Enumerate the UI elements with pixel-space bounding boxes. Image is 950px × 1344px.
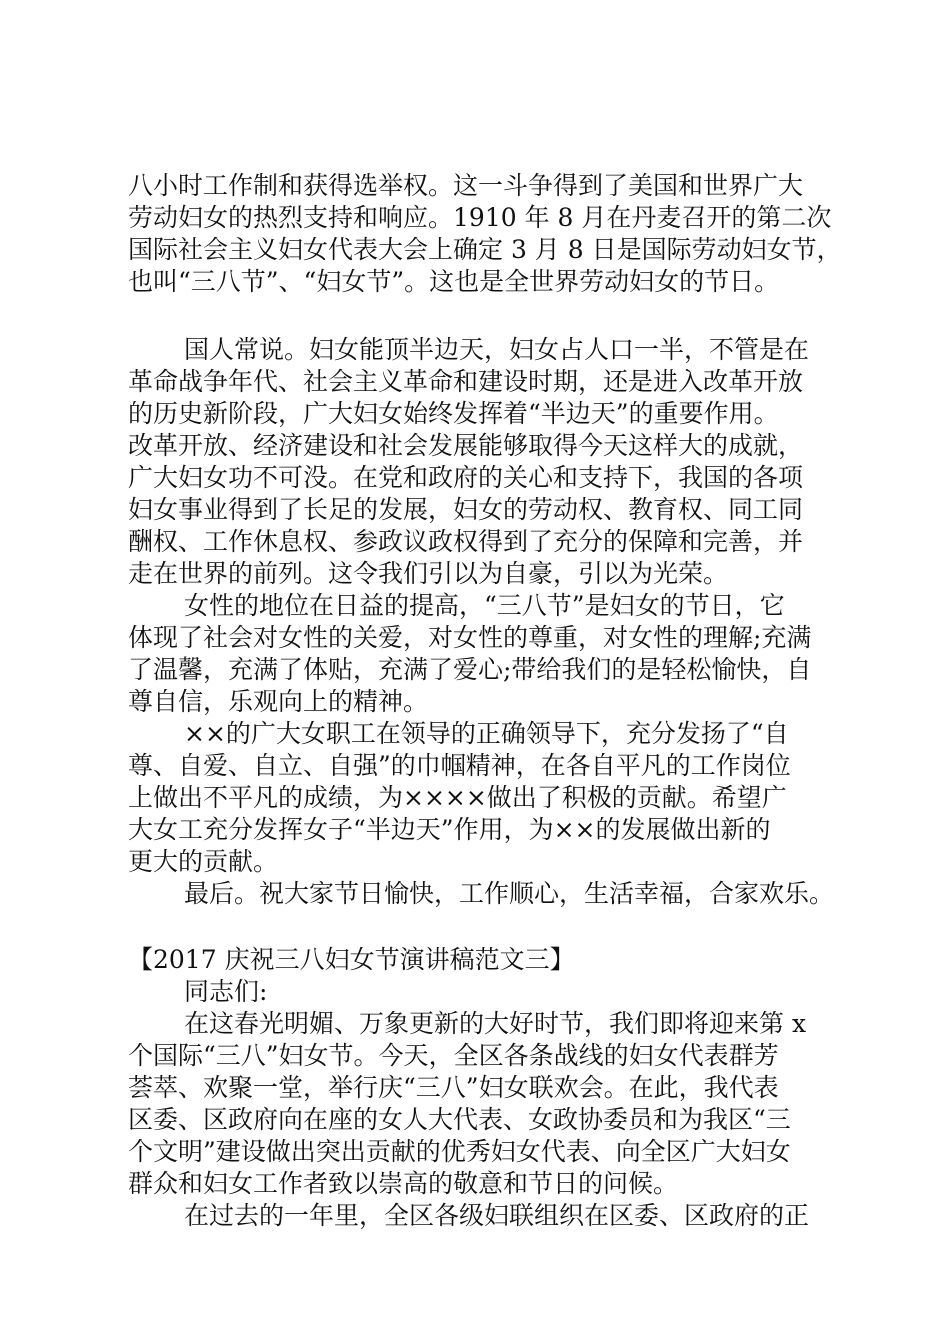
text-line: 革命战争年代、社会主义革命和建设时期，还是进入改革开放 — [128, 367, 804, 396]
text-line: 更大的贡献。 — [128, 847, 279, 876]
text-line: 个文明”建设做出突出贡献的优秀妇女代表、向全区广大妇女 — [128, 1137, 791, 1166]
paragraph-female-staff — [128, 718, 848, 878]
text-line: 个国际“三八”妇女节。今天，全区各条战线的妇女代表群芳 — [128, 1041, 779, 1070]
text-line: 最后。祝大家节日愉快，工作顺心，生活幸福，合家欢乐。 — [184, 879, 835, 908]
text-line: 妇女事业得到了长足的发展，妇女的劳动权、教育权、同工同 — [128, 495, 804, 524]
text-line: 了温馨，充满了体贴，充满了爱心;带给我们的是轻松愉快，自 — [128, 655, 812, 684]
paragraph-past-year — [128, 1200, 848, 1232]
text-line: 群众和妇女工作者致以崇高的敬意和节日的问候。 — [128, 1169, 679, 1198]
text-line: 尊、自爱、自立、自强”的巾帼精神，在各自平凡的工作岗位 — [128, 751, 791, 780]
paragraph-women-status — [128, 590, 848, 718]
document-body — [128, 170, 848, 1232]
text-line: 在过去的一年里，全区各级妇联组织在区委、区政府的正 — [184, 1201, 810, 1230]
text-line: 体现了社会对女性的关爱，对女性的尊重，对女性的理解;充满 — [128, 623, 812, 652]
section-heading: 【2017 庆祝三八妇女节演讲稿范文三】 — [128, 945, 575, 974]
text-line: 改革开放、经济建设和社会发展能够取得今天这样大的成就， — [128, 431, 804, 460]
paragraph-spacer — [128, 298, 848, 334]
text-line: 尊自信，乐观向上的精神。 — [128, 687, 429, 716]
paragraph-eight-hour-workday — [128, 170, 848, 298]
text-line: 广大妇女功不可没。在党和政府的关心和支持下，我国的各项 — [128, 463, 804, 492]
text-line: 劳动妇女的热烈支持和响应。1910 年 8 月在丹麦召开的第二次 — [128, 203, 832, 232]
text-line: 区委、区政府向在座的女人大代表、女政协委员和为我区“三 — [128, 1105, 791, 1134]
paragraph-spacer — [128, 910, 848, 944]
text-line: 八小时工作制和获得选举权。这一斗争得到了美国和世界广大 — [128, 171, 804, 200]
paragraph-closing-wishes — [128, 878, 848, 910]
text-line: 国人常说。妇女能顶半边天，妇女占人口一半，不管是在 — [184, 335, 810, 364]
text-line: 荟萃、欢聚一堂，举行庆“三八”妇女联欢会。在此，我代表 — [128, 1073, 779, 1102]
text-line: ××的广大女职工在领导的正确领导下，充分发扬了“自 — [184, 719, 789, 748]
text-line: 酬权、工作休息权、参政议政权得到了充分的保障和完善，并 — [128, 527, 804, 556]
text-line: 也叫“三八节”、“妇女节”。这也是全世界劳动妇女的节日。 — [128, 267, 780, 296]
text-line: 大女工充分发挥女子“半边天”作用，为××的发展做出新的 — [128, 815, 771, 844]
text-line: 在这春光明媚、万象更新的大好时节，我们即将迎来第 x — [184, 1009, 807, 1038]
paragraph-half-the-sky — [128, 334, 848, 590]
text-line: 国际社会主义妇女代表大会上确定 3 月 8 日是国际劳动妇女节， — [128, 235, 842, 264]
paragraph-spring-greeting — [128, 1008, 848, 1200]
text-line: 上做出不平凡的成绩，为××××做出了积极的贡献。希望广 — [128, 783, 787, 812]
text-line: 女性的地位在日益的提高，“三八节”是妇女的节日，它 — [184, 591, 785, 620]
text-line: 走在世界的前列。这令我们引以为自豪，引以为光荣。 — [128, 559, 729, 588]
salutation: 同志们: — [184, 977, 268, 1006]
text-line: 的历史新阶段，广大妇女始终发挥着“半边天”的重要作用。 — [128, 399, 779, 428]
